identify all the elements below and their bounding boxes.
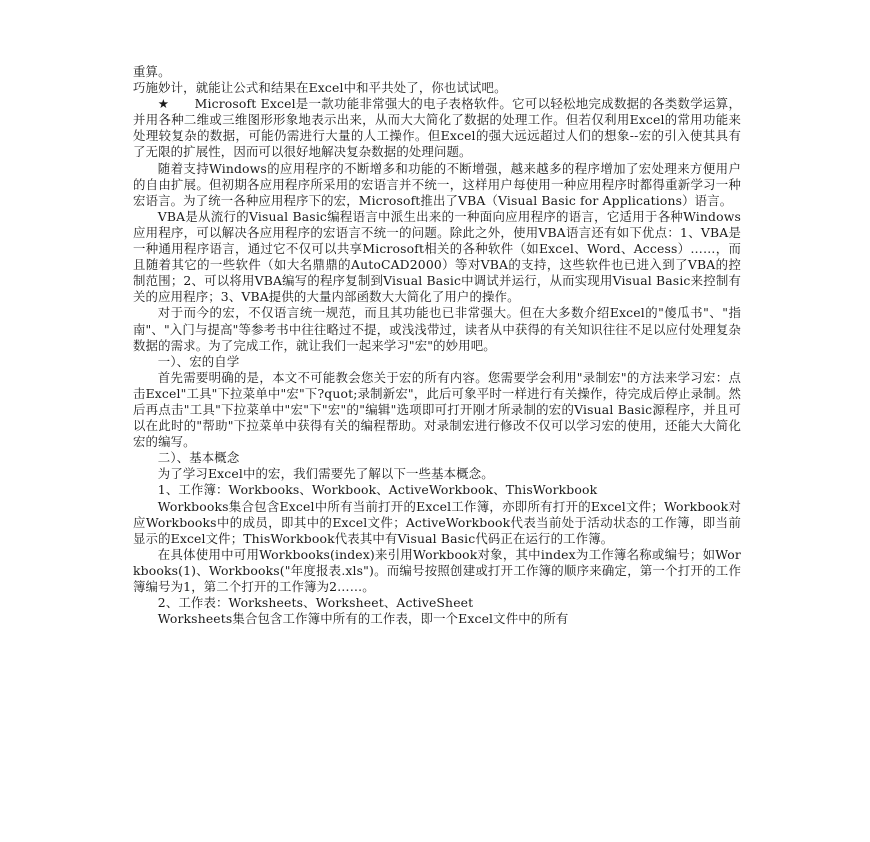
document-body <box>133 64 741 627</box>
section-heading-self-study: 一）、宏的自学 <box>157 353 240 369</box>
paragraph-macro-history: 随着支持Windows的应用程序的不断增多和功能的不断增强，越来越多的程序增加了宏处理来方便用户的自由扩展。但初期各应用程序所采用的宏语言并不统一，这样用户每使用一种应用程序时都得重新学习一种宏语言。为了统一各种应用程序下的宏，Microsoft推出了VBA（Visual Basic for Applications）语言。 <box>133 160 741 208</box>
paragraph-record-macro: 首先需要明确的是，本文不可能教会您关于宏的所有内容。您需要学会利用"录制宏"的方法来学习宏：点击Excel"工具"下拉菜单中"宏"下?quot;录制新宏"，此后可象平时一样进行有关操作，待完成后停止录制。然后再点击"工具"下拉菜单中"宏"下"宏"的"编辑"选项即可打开刚才所录制的宏的Visual Basic源程序，并且可以在此时的"帮助"下拉菜单中获得有关的编程帮助。对录制宏进行修改不仅可以学习宏的使用，还能大大简化宏的编写。 <box>133 369 741 450</box>
section-heading-basic-concepts: 二）、基本概念 <box>157 450 240 466</box>
subheading-worksheets: 2、工作表：Worksheets、Worksheet、ActiveSheet <box>157 595 474 611</box>
paragraph-vba-advantages: VBA是从流行的Visual Basic编程语言中派生出来的一种面向应用程序的语言，它适用于各种Windows应用程序，可以解决各应用程序的宏语言不统一的问题。除此之外，使用VBA语言还有如下优点：1、VBA是一种通用程序语言，通过它不仅可以共享Microsoft相关的各种软件（如Excel、Word、Access）……，而且随着其它的一些软件（如大名鼎鼎的AutoCAD2000）等对VBA的支持，这些软件也已进入到了VBA的控制范围；2、可以将用VBA编写的程序复制到Visual Basic中调试并运行，从而实现用Visual Basic来控制有关的应用程序；3、VBA提供的大量内部函数大大简化了用户的操作。 <box>133 208 741 305</box>
paragraph-concepts-intro: 为了学习Excel中的宏，我们需要先了解以下一些基本概念。 <box>157 466 494 482</box>
paragraph-worksheets-desc: Worksheets集合包含工作簿中所有的工作表，即一个Excel文件中的所有 <box>157 611 569 627</box>
paragraph-continuation: 重算。 <box>133 64 171 79</box>
paragraph-excel-intro: ★ Microsoft Excel是一款功能非常强大的电子表格软件。它可以轻松地完成数据的各类数学运算，并用各种二维或三维图形形象地表示出来，从而大大简化了数据的处理工作。但若仅利用Excel的常用功能来处理较复杂的数据，可能仍需进行大量的人工操作。但Excel的强大远远超过人们的想象--宏的引入使其具有了无限的扩展性，因而可以很好地解决复杂数据的处理问题。 <box>133 96 741 160</box>
subheading-workbooks: 1、工作簿：Workbooks、Workbook、ActiveWorkbook、ThisWorkbook <box>157 482 598 498</box>
paragraph-workbooks-desc: Workbooks集合包含Excel中所有当前打开的Excel工作簿，亦即所有打开的Excel文件；Workbook对应Workbooks中的成员，即其中的Excel文件；ActiveWorkbook代表当前处于活动状态的工作簿，即当前显示的Excel文件；ThisWorkbook代表其中有Visual Basic代码正在运行的工作簿。 <box>133 498 741 546</box>
paragraph-closing-tip: 巧施妙计，就能让公式和结果在Excel中和平共处了，你也试试吧。 <box>133 80 507 96</box>
paragraph-macro-power: 对于而今的宏，不仅语言统一规范，而且其功能也已非常强大。但在大多数介绍Excel的"傻瓜书"、"指南"、"入门与提高"等参考书中往往略过不提，或浅浅带过，读者从中获得的有关知识往往不足以应付处理复杂数据的需求。为了完成工作，就让我们一起来学习"宏"的妙用吧。 <box>133 305 741 353</box>
paragraph-workbooks-index: 在具体使用中可用Workbooks(index)来引用Workbook对象，其中index为工作簿名称或编号；如Workbooks(1)、Workbooks("年度报表.xls")。而编号按照创建或打开工作簿的顺序来确定，第一个打开的工作簿编号为1，第二个打开的工作簿为2……。 <box>133 546 741 594</box>
